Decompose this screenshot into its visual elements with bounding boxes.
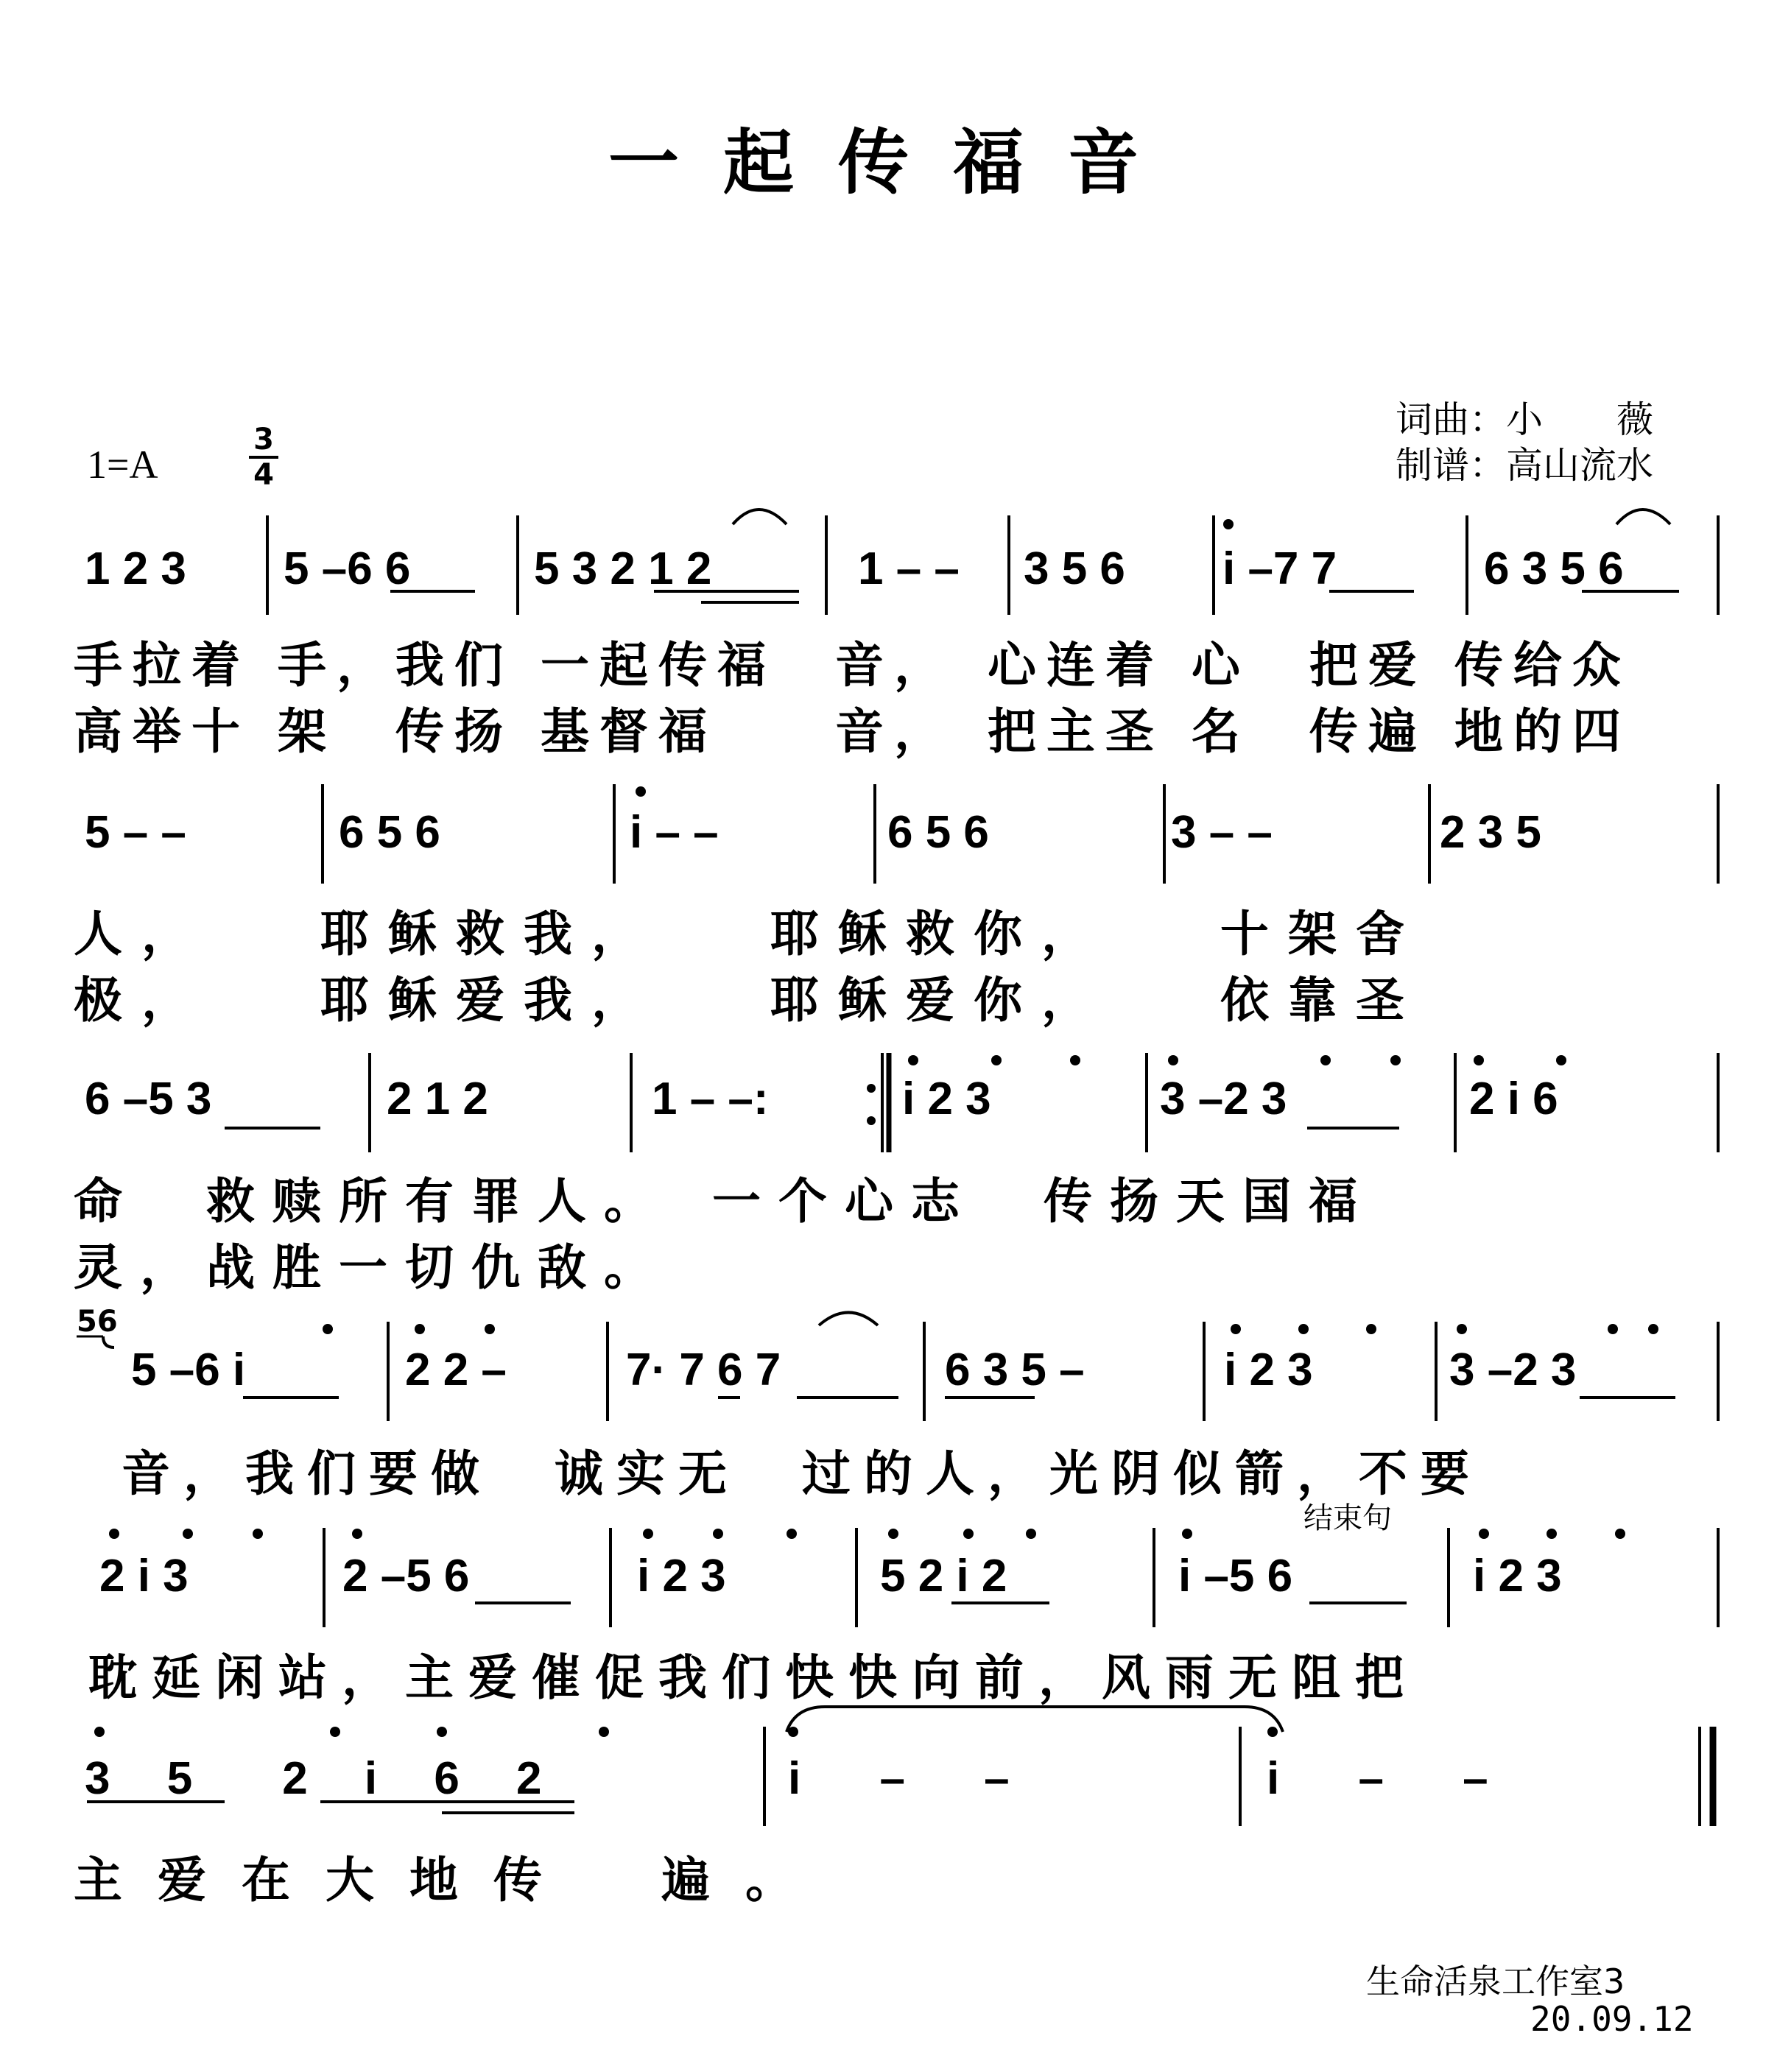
measure: 3 –2 3 (1449, 1345, 1577, 1395)
measure: i – – (1267, 1753, 1488, 1804)
repeat-dots (867, 1084, 876, 1125)
measure: i 2 3 (902, 1074, 991, 1124)
measure: 2 1 2 (387, 1074, 488, 1124)
measure: i 2 3 (1473, 1551, 1562, 1601)
measure: 3 –2 3 (1160, 1074, 1287, 1124)
studio-credit: 生命活泉工作室3 (1366, 1962, 1625, 2001)
measure: 1 – –: (652, 1074, 769, 1124)
octave-dots (94, 519, 1658, 1737)
measure: i 2 3 (1224, 1345, 1313, 1395)
time-signature-bottom: 4 (253, 458, 274, 492)
lyric-line-3b: 灵，战胜一切仇敌。 (74, 1239, 670, 1296)
date-credit: 20.09.12 (1530, 1999, 1694, 2039)
bar-lines (267, 515, 1718, 1826)
measure: i –5 6 (1178, 1551, 1293, 1601)
lyric-line-3a: 命 救赎所有罪人。 一个心志 传扬天国福 (74, 1173, 1375, 1230)
measure: 2 3 5 (1440, 807, 1541, 858)
measure: i –7 7 (1222, 543, 1337, 594)
measure: 2 2 – (405, 1345, 507, 1395)
lyric-line-4: 音，我们要做 诚实无 过的人，光阴似箭，不要 (122, 1445, 1482, 1502)
measure: i 2 3 (637, 1551, 726, 1601)
measure: 3 5 2 i 6 2 (85, 1753, 564, 1804)
measure: 1 – – (858, 543, 960, 594)
measure: i – – (788, 1753, 1010, 1804)
measure: 5 –6 6 (284, 543, 411, 594)
page-title: 一起传福音 (608, 121, 1183, 204)
pickup-notes: 56 (77, 1305, 118, 1339)
time-signature-top: 3 (253, 423, 274, 457)
measure: 6 3 5 6 (1484, 543, 1624, 594)
measure: 2 –5 6 (342, 1551, 470, 1601)
lyric-line-1b: 高举十 架 传扬 基督福 音， 把主圣 名 传遍 地的四 (74, 703, 1631, 760)
measure: 3 – – (1171, 807, 1273, 858)
duration-underlines (87, 591, 1679, 1813)
measure: 2 i 3 (99, 1551, 189, 1601)
measure: 6 –5 3 (85, 1074, 212, 1124)
lyric-line-5: 耽延闲站，主爱催促我们快快向前，风雨无阻把 (88, 1649, 1418, 1706)
measure: 5 –6 i (131, 1345, 246, 1395)
measure: 5 3 2 1 2 (534, 543, 712, 594)
measure: 6 5 6 (339, 807, 440, 858)
key-signature: 1=A (87, 443, 158, 487)
measure: i – – (630, 807, 719, 858)
measure: 5 2 i 2 (880, 1551, 1007, 1601)
measure: 6 5 6 (887, 807, 989, 858)
lyricist-composer-credit: 词曲：小 薇 (1396, 398, 1653, 441)
lyric-line-6: 主爱在大地传 遍。 (74, 1852, 829, 1909)
measure: 1 2 3 (85, 543, 186, 594)
ending-annotation: 结束句 (1303, 1501, 1392, 1535)
measure: 3 5 6 (1024, 543, 1125, 594)
measure: 6 3 5 – (945, 1345, 1085, 1395)
measure: 7· 7 6 7 (626, 1345, 781, 1395)
lyric-line-2a: 人， 耶稣救我， 耶稣救你， 十架舍 (74, 906, 1424, 962)
measure: 2 i 6 (1469, 1074, 1558, 1124)
measure: 5 – – (85, 807, 186, 858)
lyric-line-1a: 手拉着 手，我们 一起传福 音， 心连着 心 把爱 传给众 (74, 637, 1631, 694)
lyric-line-2b: 极， 耶稣爱我， 耶稣爱你， 依靠圣 (74, 972, 1424, 1029)
notation-credit: 制谱：高山流水 (1396, 444, 1653, 487)
